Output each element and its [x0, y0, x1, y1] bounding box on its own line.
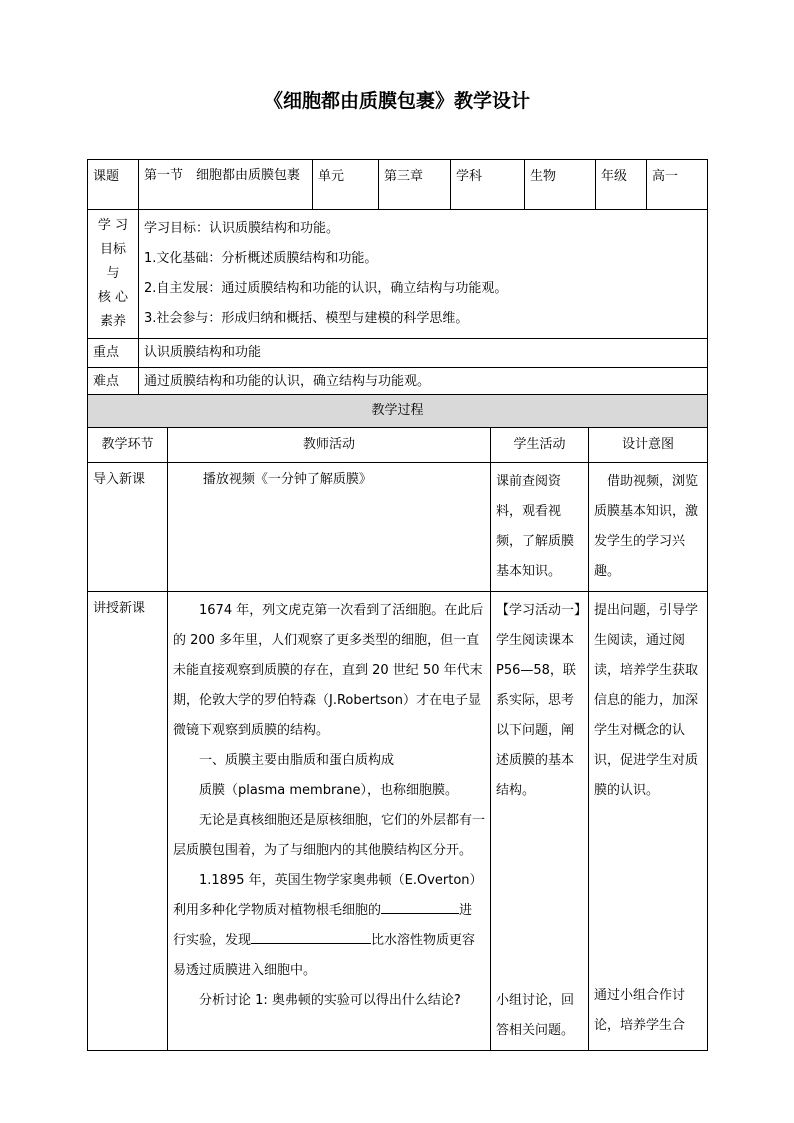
teacher-paragraph [173, 866, 485, 986]
difficulty-value: 通过质膜结构和功能的认识，确立结构与功能观。 [139, 368, 708, 397]
goals-label-line: 目标 [99, 242, 126, 257]
goals-row [88, 210, 708, 339]
teacher-paragraph: 质膜（plasma membrane），也称细胞膜。 [199, 783, 458, 798]
teacher-paragraph: 1674 年，列文虎克第一次看到了活细胞。在此后的 200 多年里，人们观察了更多类型的细胞，但一直未能直接观察到质膜的存在，直到 20 世纪 50 年代末期，伦敦大学的罗伯特森（J.Robertson）才在电子显微镜下观察到质膜的结构。 [173, 603, 484, 738]
unit-value: 第三章 [379, 160, 451, 210]
goals-label-line: 与 [106, 266, 120, 281]
student-activity-cell [491, 592, 589, 1051]
new-lesson-row [88, 592, 708, 1051]
stage-cell: 讲授新课 [88, 592, 168, 1051]
column-header: 教学环节 [88, 428, 168, 463]
subject-label: 学科 [451, 160, 525, 210]
teacher-text: 进行实验，发现 [173, 903, 473, 948]
goals-label [88, 210, 139, 339]
goal-line: 1.文化基础：分析概述质膜结构和功能。 [144, 251, 378, 266]
teacher-text: 播放视频《一分钟了解质膜》 [202, 472, 372, 487]
subject-value: 生物 [525, 160, 596, 210]
intent-text: 通过小组合作讨论，培养学生合 [594, 988, 686, 1033]
lesson-info-table [87, 159, 708, 397]
goal-line: 2.自主发展：通过质膜结构和功能的认识，确立结构与功能观。 [144, 281, 508, 296]
column-header: 设计意图 [589, 428, 708, 463]
unit-label: 单元 [313, 160, 379, 210]
spacer [496, 806, 583, 986]
teacher-text: 比水溶性物质更容易透过质膜进入细胞中。 [173, 933, 476, 978]
goals-content [139, 210, 708, 339]
column-header: 学生活动 [491, 428, 589, 463]
teacher-paragraph: 分析讨论 1: 奥弗顿的实验可以得出什么结论? [199, 993, 461, 1008]
goals-label-line: 素养 [99, 314, 126, 329]
student-activity-cell: 课前查阅资料，观看视频，了解质膜基本知识。 [491, 463, 589, 592]
spacer [594, 806, 702, 981]
teacher-paragraph: 无论是真核细胞还是原核细胞，它们的外层都有一层质膜包围着，为了与细胞内的其他膜结构区分开。 [173, 813, 486, 858]
student-text: 小组讨论，回答相关问题。 [496, 993, 575, 1038]
fill-blank [381, 897, 459, 914]
design-intent-cell: 借助视频，浏览质膜基本知识，激发学生的学习兴趣。 [589, 463, 708, 592]
key-point-label: 重点 [88, 339, 139, 368]
column-header-row [88, 428, 708, 463]
intro-row [88, 463, 708, 592]
section-title: 教学过程 [88, 395, 708, 428]
fill-blank [251, 927, 371, 944]
grade-label: 年级 [596, 160, 647, 210]
key-point-value: 认识质膜结构和功能 [139, 339, 708, 368]
teacher-text: 1.1895 年，英国生物学家奥弗顿（E.Overton）利用多种化学物质对植物根毛细胞的 [173, 873, 483, 918]
teacher-paragraph: 一、质膜主要由脂质和蛋白质构成 [199, 753, 395, 768]
difficulty-label: 难点 [88, 368, 139, 397]
key-point-row [88, 339, 708, 368]
goal-line: 学习目标：认识质膜结构和功能。 [144, 221, 340, 236]
goals-label-line: 学 习 [97, 218, 129, 233]
section-header-row [88, 395, 708, 428]
column-header: 教师活动 [168, 428, 491, 463]
difficulty-row [88, 368, 708, 397]
goals-label-line: 核 心 [97, 290, 129, 305]
stage-cell: 导入新课 [88, 463, 168, 592]
student-text: 【学习活动一】学生阅读课本 P56—58，联系实际，思考以下问题，阐述质膜的基本结构。 [496, 603, 581, 798]
grade-value: 高一 [647, 160, 708, 210]
goal-line: 3.社会参与：形成归纳和概括、模型与建模的科学思维。 [144, 311, 469, 326]
topic-value: 第一节 细胞都由质膜包裹 [139, 160, 313, 210]
teacher-activity-cell [168, 592, 491, 1051]
intent-text: 提出问题，引导学生阅读，通过阅读，培养学生获取信息的能力，加深学生对概念的认识，促进学生对质膜的认识。 [594, 603, 699, 798]
topic-label: 课题 [88, 160, 139, 210]
design-intent-cell [589, 592, 708, 1051]
document-title: 《细胞都由质膜包裹》教学设计 [263, 90, 530, 112]
teaching-process-table [87, 394, 708, 1051]
header-row [88, 160, 708, 210]
teacher-activity-cell [168, 463, 491, 592]
